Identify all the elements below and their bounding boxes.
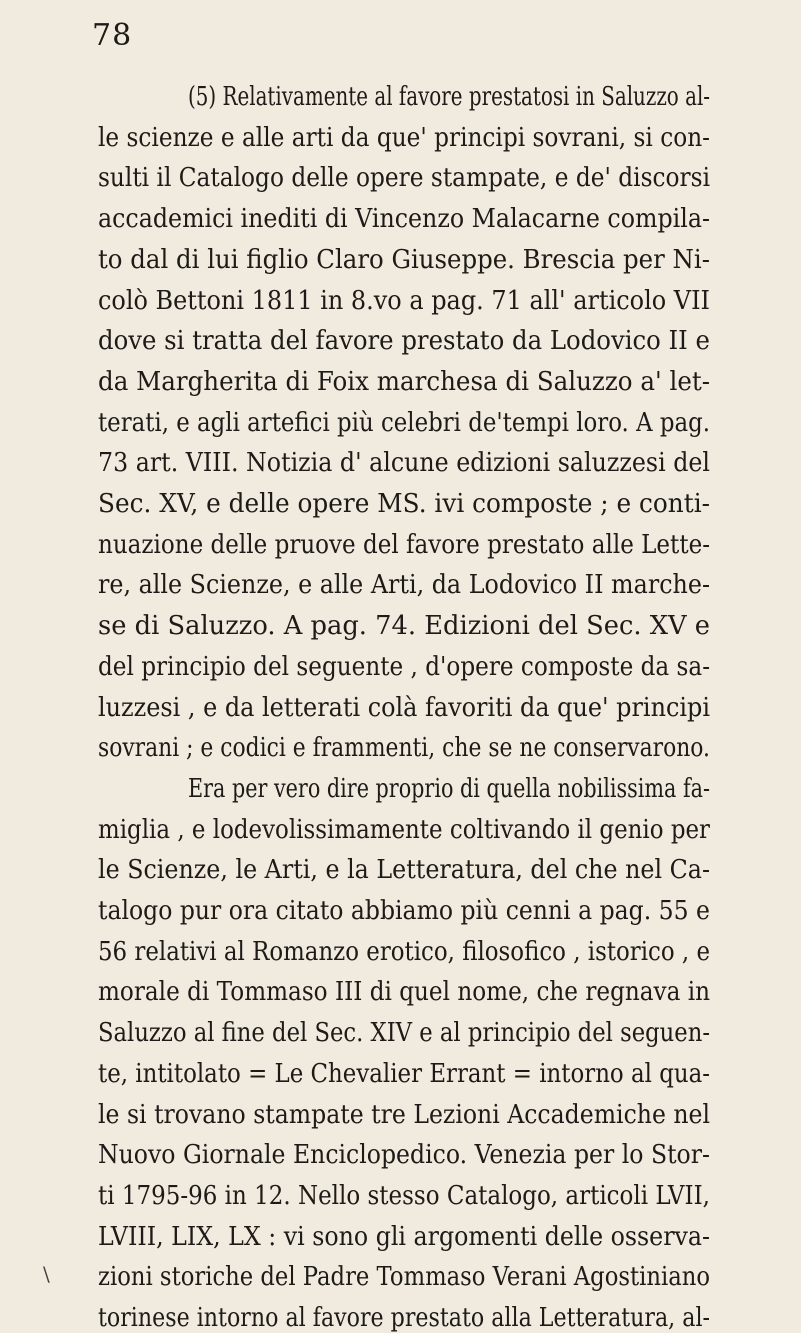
text-line: se di Saluzzo. A pag. 74. Edizioni del Sec. XV e [98, 611, 711, 642]
text-line: ti 1795-96 in 12. Nello stesso Catalogo, articoli LVII, [98, 1180, 710, 1211]
text-line: Saluzzo al fine del Sec. XIV e al principio del seguen- [98, 1018, 710, 1049]
text-line: le si trovano stampate tre Lezioni Accademiche nel [98, 1099, 711, 1130]
text-line: 56 relativi al Romanzo erotico, filosofico , istorico , e [98, 936, 710, 967]
text-line: luzzesi , e da letterati colà favoriti da que' principi [98, 692, 710, 723]
text-line: talogo pur ora citato abbiamo più cenni a pag. 55 e [98, 896, 710, 926]
text-line: le Scienze, le Arti, e la Letteratura, del che nel Ca- [98, 855, 710, 886]
text-line: nuazione delle pruove del favore prestato alle Lette- [98, 529, 710, 560]
text-line: (5) Relativamente al favore prestatosi in Saluzzo al- [188, 82, 711, 112]
text-line: Sec. XV, e delle opere MS. ivi composte ; e conti- [98, 489, 710, 519]
text-line: to dal di lui figlio Claro Giuseppe. Brescia per Ni- [98, 244, 710, 275]
text-line: Nuovo Giornale Enciclopedico. Venezia per lo Stor- [98, 1140, 710, 1171]
text-line: del principio del seguente , d'opere composte da sa- [98, 651, 711, 682]
text-line: te, intitolato = Le Chevalier Errant = intorno al qua- [98, 1058, 711, 1089]
text-line: miglia , e lodevolissimamente coltivando il genio per [98, 814, 711, 845]
text-line: LVIII, LIX, LX : vi sono gli argomenti delle osserva- [98, 1221, 711, 1252]
text-line: dove si tratta del favore prestato da Lodovico II e [98, 326, 710, 357]
text-line: torinese intorno al favore prestato alla Letteratura, al- [98, 1303, 711, 1333]
text-line: 73 art. VIII. Notizia d' alcune edizioni saluzzesi del [98, 448, 711, 479]
text-line: re, alle Scienze, e alle Arti, da Lodovico II marche- [98, 570, 710, 601]
text-line: terati, e agli artefici più celebri de'tempi loro. A pag. [98, 407, 710, 438]
text-line: da Margherita di Foix marchesa di Saluzzo a' let- [98, 366, 710, 397]
text-line: Era per vero dire proprio di quella nobilissima fa- [188, 773, 710, 804]
text-line: accademici inediti di Vincenzo Malacarne compila- [98, 204, 710, 235]
text-line: colò Bettoni 1811 in 8.vo a pag. 71 all' articolo VII [98, 285, 710, 316]
margin-mark: \ [43, 1262, 50, 1286]
text-line: morale di Tommaso III di quel nome, che regnava in [98, 977, 711, 1008]
text-line: sulti il Catalogo delle opere stampate, e de' discorsi [98, 163, 711, 194]
page-number: 78 [92, 18, 133, 53]
text-line: zioni storiche del Padre Tommaso Verani Agostiniano [98, 1262, 711, 1293]
text-line: sovrani ; e codici e frammenti, che se ne conservarono. [98, 733, 710, 764]
text-line: le scienze e alle arti da que' principi sovrani, si con- [98, 122, 710, 153]
